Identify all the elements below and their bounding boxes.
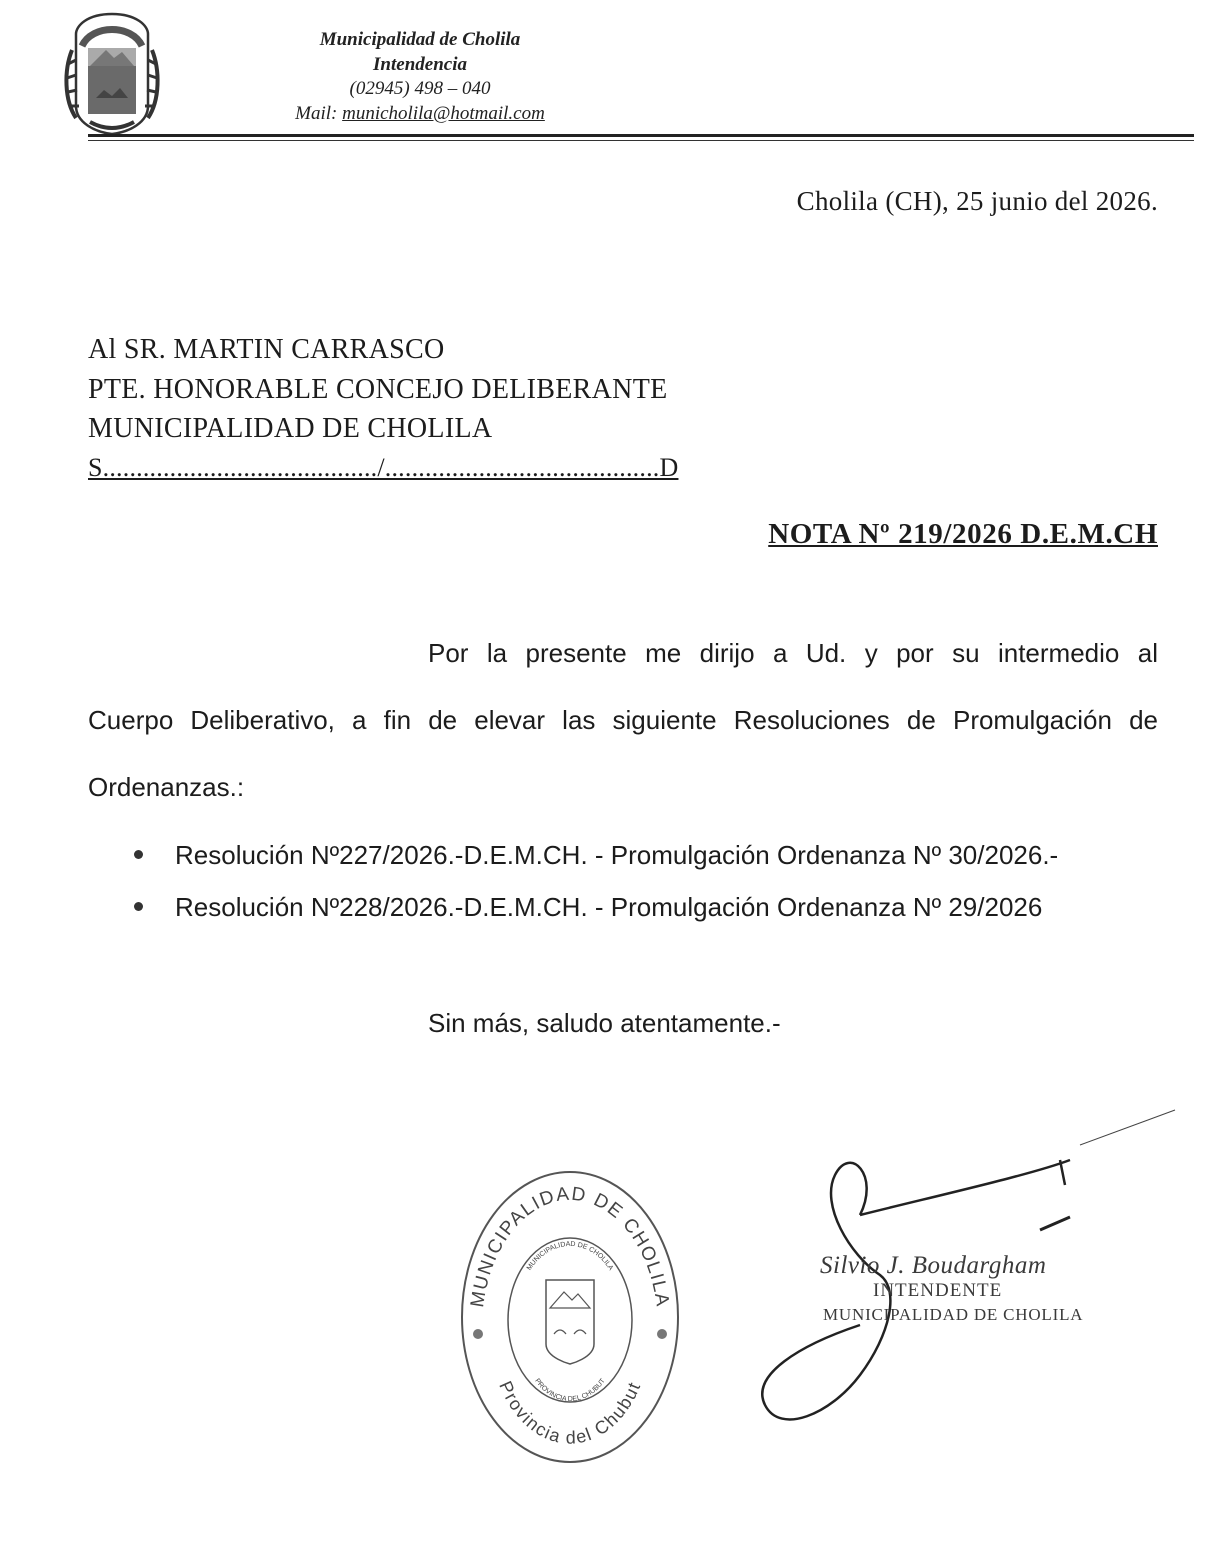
resolution-list-item — [134, 892, 1042, 923]
letterhead-dept: Intendencia — [373, 53, 467, 75]
recipient-name: Al SR. MARTIN CARRASCO — [88, 334, 445, 365]
salutation-sd: S........................................./.........................................D — [88, 453, 679, 482]
letterhead-block — [250, 28, 590, 126]
closing-line: Sin más, saludo atentamente.- — [428, 1008, 781, 1038]
signatory-role: INTENDENTE — [873, 1280, 1003, 1301]
official-seal-stamp — [458, 1168, 682, 1466]
resolution-text: Resolución Nº227/2026.-D.E.M.CH. - Promulgación Ordenanza Nº 30/2026.- — [175, 840, 1059, 870]
mail-link[interactable]: municholila@hotmail.com — [342, 102, 545, 124]
signatory-name: Silvio J. Boudargham — [820, 1252, 1047, 1279]
mail-label: Mail: — [295, 102, 338, 124]
recipient-org: MUNICIPALIDAD DE CHOLILA — [88, 413, 493, 444]
nota-number: NOTA Nº 219/2026 D.E.M.CH — [768, 518, 1158, 550]
recipient-title: PTE. HONORABLE CONCEJO DELIBERANTE — [88, 373, 668, 405]
letterhead-divider-thin — [88, 140, 1194, 141]
letterhead-org: Municipalidad de Cholila — [319, 29, 521, 50]
body-line-1: Por la presente me dirijo a Ud. y por su intermedio al — [428, 638, 1158, 668]
letterhead-phone: (02945) 498 – 040 — [349, 78, 491, 99]
resolution-list-item — [134, 840, 1058, 871]
bullet-icon — [134, 902, 143, 911]
signatory-org: MUNICIPALIDAD DE CHOLILA — [823, 1305, 1084, 1324]
resolution-text: Resolución Nº228/2026.-D.E.M.CH. - Promulgación Ordenanza Nº 29/2026 — [175, 892, 1043, 922]
recipient-block — [88, 330, 668, 449]
seal-inner-top-text: MUNICIPALIDAD DE CHOLILA — [525, 1240, 615, 1272]
svg-text:PROVINCIA DEL CHUBUT — [533, 1377, 607, 1403]
date-line: Cholila (CH), 25 junio del 2026. — [796, 186, 1158, 216]
svg-text:Provincia del Chubut — [495, 1378, 644, 1448]
seal-inner-bottom-text: PROVINCIA DEL CHUBUT — [533, 1377, 607, 1404]
seal-outer-bottom-text: Provincia del Chubut — [495, 1378, 645, 1448]
letterhead-divider-thick — [88, 134, 1194, 137]
bullet-icon — [134, 850, 143, 859]
body-line-2: Cuerpo Deliberativo, a fin de elevar las siguiente Resoluciones de Promulgación de — [88, 705, 1158, 735]
letterhead-mail — [250, 102, 590, 127]
svg-text:MUNICIPALIDAD DE CHOLILA — [526, 1241, 614, 1272]
seal-outer-top-text: MUNICIPALIDAD DE CHOLILA — [467, 1183, 673, 1309]
municipal-crest-logo — [62, 10, 162, 136]
body-line-3: Ordenanzas.: — [88, 772, 245, 802]
